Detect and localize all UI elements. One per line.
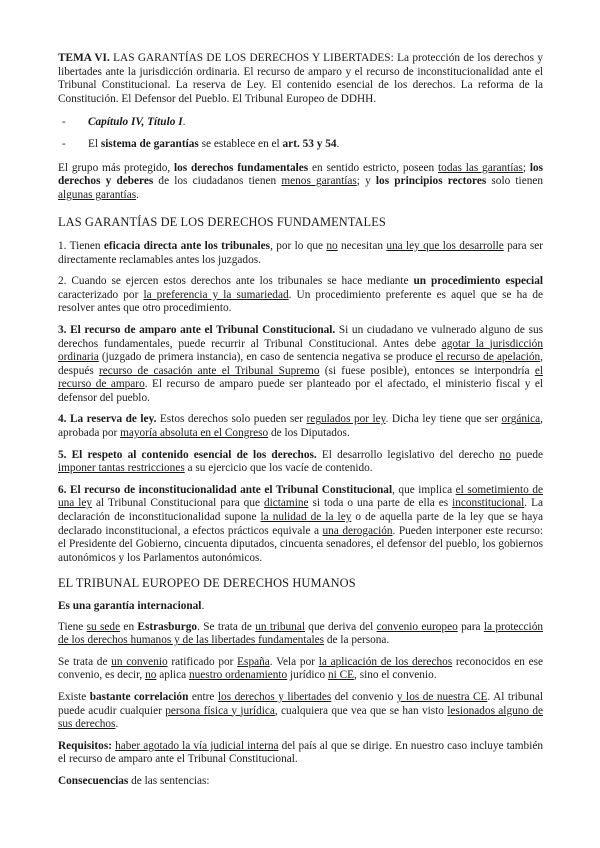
item-contenido-esencial: 5. El respeto al contenido esencial de los derechos. El desarrollo legislativo del derecho no puede imponer tantas restricciones a su ejercicio que los vacíe de contenido. <box>58 448 543 475</box>
item-amparo: 3. El recurso de amparo ante el Tribunal Constitucional. Si un ciudadano ve vulnerado alguno de sus derechos fundamentales, puede recurrir al Tribunal Constitucional. Antes debe agotar la jurisdicción ordinaria (juzgado de primera instancia), en caso de sentencia negativa se produce el recurso de apelación, después recurso de casación ante el Tribunal Supremo (si fuese posible), entonces se interpondría el recurso de amparo. El recurso de amparo puede ser planteado por el afectado, el ministerio fiscal y el defensor del pueblo. <box>58 323 544 404</box>
section-heading-fundamental-rights: LAS GARANTÍAS DE LOS DERECHOS FUNDAMENTALES <box>58 215 386 230</box>
guarantee-groups-paragraph: El grupo más protegido, los derechos fundamentales en sentido estricto, poseen todas las garantías; los derechos y deberes de los ciudadanos tienen menos garantías; y los principios rectores solo tienen algunas garantías. <box>58 161 544 201</box>
item-special-procedure: 2. Cuando se ejercen estos derechos ante los tribunales se hace mediante un procedimiento especial caracterizado por la preferencia y la sumariedad. Un procedimiento preferente es aquel que se ha de resolver antes que otro procedimiento. <box>58 275 544 315</box>
item-direct-efficacy: 1. Tienen eficacia directa ante los tribunales, por lo que no necesitan una ley que los desarrolle para ser directamente reclamables antes los juzgados. <box>58 239 544 266</box>
list-item: - El sistema de garantías se establece en el art. 53 y 54. <box>58 138 543 152</box>
intro-text: LAS GARANTÍAS DE LOS DERECHOS Y LIBERTADES: La protección de los derechos y libertades ante la jurisdicción ordinaria. El recurso de amparo y el recurso de inconstitucionalidad ante el Tribunal Constitucional. La reserva de Ley. El contenido esencial de los derechos. La reforma de la Constitución. El Defensor del Pueblo. El Tribunal Europeo de DDHH. <box>58 52 543 105</box>
intro-paragraph <box>58 52 543 106</box>
correlation-paragraph: Existe bastante correlación entre los derechos y libertades del convenio y los de nuestra CE. Al tribunal puede acudir cualquier persona física y jurídica, cualquiera que vea que se han visto lesionados alguno de sus derechos. <box>58 690 544 731</box>
convention-paragraph: Se trata de un convenio ratificado por España. Vela por la aplicación de los derechos reconocidos en ese convenio, es decir, no aplica nuestro ordenamiento jurídico ni CE, sino el convenio. <box>58 655 544 682</box>
requirements-paragraph: Requisitos: haber agotado la vía judicial interna del país al que se dirige. En nuestro caso incluye también el recurso de amparo ante el Tribunal Constitucional. <box>58 739 544 766</box>
bullet-list <box>58 116 543 151</box>
item-inconstitucionalidad: 6. El recurso de inconstitucionalidad ante el Tribunal Constitucional, que implica el sometimiento de una ley al Tribunal Constitucional para que dictamine si toda o una parte de ella es inconstitucional. La declaración de inconstitucionalidad supone la nulidad de la ley o de aquella parte de la ley que se haya declarado inconstitucional, a efectos prácticos equivale a una derogación. Pueden interponer este recurso: el Presidente del Gobierno, cincuenta diputados, cincuenta senadores, el defensor del pueblo, los gobiernos autonómicos y los Parlamentos autonómicos. <box>58 483 543 564</box>
list-item: - Capítulo IV, Título I. <box>58 116 543 130</box>
tema-label: TEMA VI. <box>58 52 110 64</box>
item-reserva-ley: 4. La reserva de ley. Estos derechos solo pueden ser regulados por ley. Dicha ley tiene que ser orgánica, aprobada por mayoría absoluta en el Congreso de los Diputados. <box>58 413 543 440</box>
international-guarantee: Es una garantía internacional. <box>58 600 205 612</box>
echr-seat-paragraph: Tiene su sede en Estrasburgo. Se trata de un tribunal que deriva del convenio europeo para la protección de los derechos humanos y de las libertades fundamentales de la persona. <box>58 620 543 647</box>
consequences-paragraph: Consecuencias de las sentencias: <box>58 774 210 787</box>
section-heading-echr: EL TRIBUNAL EUROPEO DE DERECHOS HUMANOS <box>58 576 356 591</box>
